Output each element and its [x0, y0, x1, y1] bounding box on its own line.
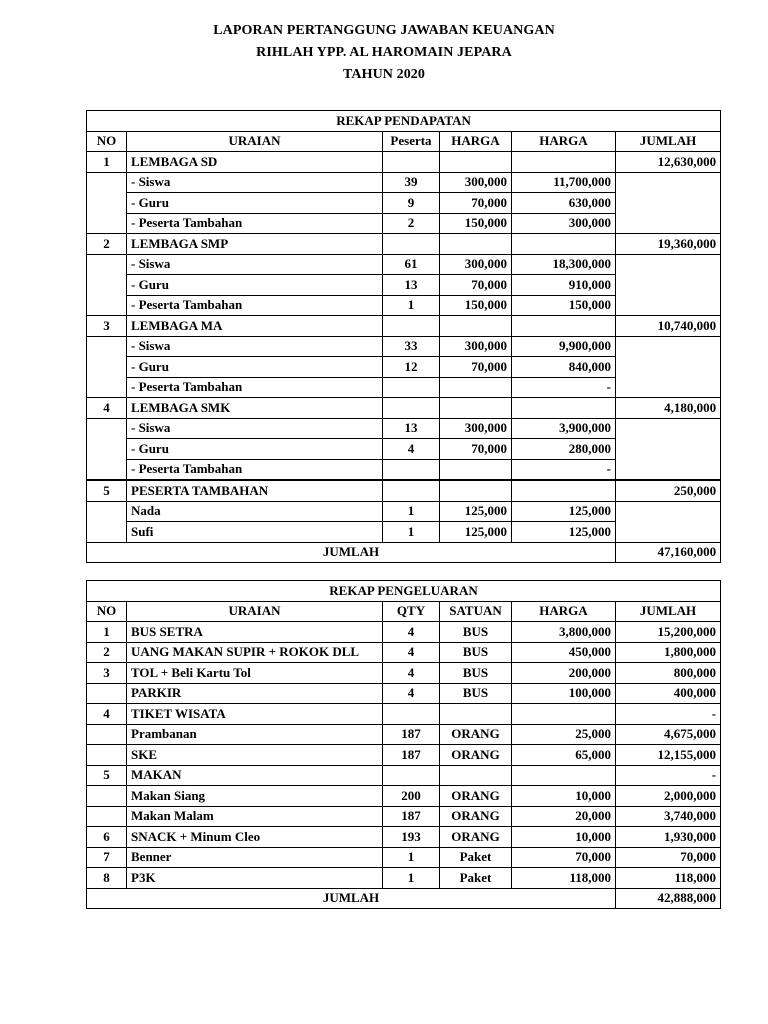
expense-qty: 200 — [383, 786, 440, 807]
expense-table — [86, 580, 721, 909]
col-header-qty: QTY — [383, 601, 440, 622]
expense-row — [87, 765, 721, 786]
group-name: PESERTA TAMBAHAN — [127, 480, 383, 501]
expense-number: 2 — [87, 642, 127, 663]
expense-total: 70,000 — [616, 847, 721, 868]
item-price: 300,000 — [440, 172, 512, 193]
empty-cell — [512, 398, 616, 419]
report-title: LAPORAN PERTANGGUNG JAWABAN KEUANGAN — [213, 23, 555, 38]
group-number: 3 — [87, 316, 127, 337]
expense-price: 200,000 — [512, 663, 616, 684]
expense-description: TIKET WISATA — [127, 704, 383, 725]
empty-cell — [383, 480, 440, 501]
item-amount: 150,000 — [512, 295, 616, 316]
col-header-peserta: Peserta — [383, 131, 440, 152]
item-total-blank — [616, 418, 721, 480]
expense-total: 3,740,000 — [616, 806, 721, 827]
item-price: 70,000 — [440, 439, 512, 460]
group-total: 10,740,000 — [616, 316, 721, 337]
expense-number — [87, 745, 127, 766]
group-number: 4 — [87, 398, 127, 419]
expense-row — [87, 642, 721, 663]
col-header-harga: HARGA — [512, 601, 616, 622]
expense-row — [87, 827, 721, 848]
expense-unit — [440, 704, 512, 725]
expense-number: 4 — [87, 704, 127, 725]
expense-total: 1,930,000 — [616, 827, 721, 848]
expense-unit: ORANG — [440, 806, 512, 827]
income-item-row — [87, 501, 721, 522]
expense-price: 450,000 — [512, 642, 616, 663]
expense-price: 20,000 — [512, 806, 616, 827]
expense-number — [87, 683, 127, 704]
col-header-uraian: URAIAN — [127, 131, 383, 152]
expense-row — [87, 847, 721, 868]
item-total-blank — [616, 172, 721, 234]
expense-number: 5 — [87, 765, 127, 786]
item-label: - Peserta Tambahan — [127, 295, 383, 316]
expense-description: Makan Siang — [127, 786, 383, 807]
expense-description: UANG MAKAN SUPIR + ROKOK DLL — [127, 642, 383, 663]
expense-total-row — [87, 888, 721, 909]
item-number-blank — [87, 254, 127, 316]
expense-unit: BUS — [440, 622, 512, 643]
income-group-row — [87, 480, 721, 501]
item-price: 150,000 — [440, 295, 512, 316]
item-total-blank — [616, 501, 721, 542]
income-heading: REKAP PENDAPATAN — [87, 111, 721, 132]
item-participants: 39 — [383, 172, 440, 193]
income-item-row — [87, 172, 721, 193]
empty-cell — [440, 316, 512, 337]
expense-qty — [383, 765, 440, 786]
expense-qty: 193 — [383, 827, 440, 848]
expense-number: 8 — [87, 868, 127, 889]
expense-unit: BUS — [440, 663, 512, 684]
expense-qty: 4 — [383, 622, 440, 643]
expense-total: - — [616, 704, 721, 725]
expense-number — [87, 806, 127, 827]
expense-price: 10,000 — [512, 827, 616, 848]
empty-cell — [512, 316, 616, 337]
income-group-row — [87, 316, 721, 337]
expense-total-label: JUMLAH — [87, 888, 616, 909]
item-price: 150,000 — [440, 213, 512, 234]
income-item-row — [87, 336, 721, 357]
expense-heading: REKAP PENGELUARAN — [87, 581, 721, 602]
expense-description: TOL + Beli Kartu Tol — [127, 663, 383, 684]
income-group-row — [87, 234, 721, 255]
expense-unit: BUS — [440, 642, 512, 663]
income-total-value: 47,160,000 — [616, 542, 721, 563]
expense-description: BUS SETRA — [127, 622, 383, 643]
item-participants — [383, 459, 440, 480]
item-label: Sufi — [127, 522, 383, 543]
expense-row — [87, 806, 721, 827]
expense-price: 25,000 — [512, 724, 616, 745]
item-label: - Siswa — [127, 336, 383, 357]
expense-number: 1 — [87, 622, 127, 643]
group-name: LEMBAGA SMP — [127, 234, 383, 255]
empty-cell — [440, 152, 512, 173]
item-participants: 1 — [383, 522, 440, 543]
item-number-blank — [87, 418, 127, 480]
item-label: - Peserta Tambahan — [127, 377, 383, 398]
expense-row — [87, 724, 721, 745]
expense-total: 12,155,000 — [616, 745, 721, 766]
expense-total-value: 42,888,000 — [616, 888, 721, 909]
expense-price: 65,000 — [512, 745, 616, 766]
item-label: - Guru — [127, 439, 383, 460]
expense-description: MAKAN — [127, 765, 383, 786]
expense-price: 3,800,000 — [512, 622, 616, 643]
empty-cell — [440, 480, 512, 501]
income-group-row — [87, 152, 721, 173]
group-name: LEMBAGA SD — [127, 152, 383, 173]
group-total: 12,630,000 — [616, 152, 721, 173]
expense-description: Makan Malam — [127, 806, 383, 827]
income-table — [86, 110, 721, 563]
group-total: 250,000 — [616, 480, 721, 501]
item-participants: 13 — [383, 418, 440, 439]
expense-description: P3K — [127, 868, 383, 889]
expense-row — [87, 868, 721, 889]
item-price — [440, 377, 512, 398]
expense-qty: 4 — [383, 663, 440, 684]
item-amount: 840,000 — [512, 357, 616, 378]
expense-row — [87, 745, 721, 766]
group-name: LEMBAGA SMK — [127, 398, 383, 419]
empty-cell — [383, 398, 440, 419]
expense-description: Benner — [127, 847, 383, 868]
col-header-no: NO — [87, 601, 127, 622]
item-label: - Guru — [127, 275, 383, 296]
expense-price — [512, 765, 616, 786]
item-participants: 13 — [383, 275, 440, 296]
report-year: TAHUN 2020 — [342, 67, 426, 82]
expense-description: PARKIR — [127, 683, 383, 704]
col-header-jumlah: JUMLAH — [616, 601, 721, 622]
item-amount: 11,700,000 — [512, 172, 616, 193]
expense-price: 100,000 — [512, 683, 616, 704]
item-label: - Peserta Tambahan — [127, 459, 383, 480]
group-number: 2 — [87, 234, 127, 255]
col-header-uraian: URAIAN — [127, 601, 383, 622]
item-price: 70,000 — [440, 193, 512, 214]
item-amount: 9,900,000 — [512, 336, 616, 357]
item-amount: 300,000 — [512, 213, 616, 234]
col-header-no: NO — [87, 131, 127, 152]
expense-row — [87, 663, 721, 684]
expense-unit: ORANG — [440, 745, 512, 766]
expense-row — [87, 683, 721, 704]
expense-qty: 187 — [383, 745, 440, 766]
item-amount: - — [512, 377, 616, 398]
expense-total: 118,000 — [616, 868, 721, 889]
item-amount: - — [512, 459, 616, 480]
item-number-blank — [87, 336, 127, 398]
item-participants: 9 — [383, 193, 440, 214]
expense-unit: Paket — [440, 868, 512, 889]
item-price: 300,000 — [440, 418, 512, 439]
expense-description: SNACK + Minum Cleo — [127, 827, 383, 848]
expense-total: 1,800,000 — [616, 642, 721, 663]
item-amount: 125,000 — [512, 522, 616, 543]
expense-qty: 1 — [383, 868, 440, 889]
item-label: - Guru — [127, 357, 383, 378]
empty-cell — [440, 234, 512, 255]
expense-unit — [440, 765, 512, 786]
col-header-satuan: SATUAN — [440, 601, 512, 622]
item-amount: 280,000 — [512, 439, 616, 460]
income-total-row — [87, 542, 721, 563]
expense-qty: 187 — [383, 806, 440, 827]
expense-number: 6 — [87, 827, 127, 848]
item-number-blank — [87, 172, 127, 234]
item-total-blank — [616, 254, 721, 316]
col-header-harga-total: HARGA — [512, 131, 616, 152]
item-amount: 630,000 — [512, 193, 616, 214]
item-total-blank — [616, 336, 721, 398]
expense-unit: ORANG — [440, 786, 512, 807]
empty-cell — [383, 152, 440, 173]
expense-number — [87, 724, 127, 745]
expense-number: 7 — [87, 847, 127, 868]
item-amount: 910,000 — [512, 275, 616, 296]
income-item-row — [87, 418, 721, 439]
expense-price: 10,000 — [512, 786, 616, 807]
item-participants: 4 — [383, 439, 440, 460]
expense-total: - — [616, 765, 721, 786]
group-number: 1 — [87, 152, 127, 173]
group-total: 19,360,000 — [616, 234, 721, 255]
group-total: 4,180,000 — [616, 398, 721, 419]
item-label: - Siswa — [127, 418, 383, 439]
expense-heading-row — [87, 581, 721, 602]
item-participants: 1 — [383, 295, 440, 316]
expense-unit: ORANG — [440, 724, 512, 745]
expense-unit: BUS — [440, 683, 512, 704]
item-amount: 3,900,000 — [512, 418, 616, 439]
expense-row — [87, 704, 721, 725]
report-subtitle: RIHLAH YPP. AL HAROMAIN JEPARA — [256, 45, 512, 60]
expense-description: Prambanan — [127, 724, 383, 745]
expense-unit: Paket — [440, 847, 512, 868]
item-price: 300,000 — [440, 254, 512, 275]
income-group-row — [87, 398, 721, 419]
empty-cell — [383, 234, 440, 255]
item-label: - Siswa — [127, 254, 383, 275]
item-participants: 2 — [383, 213, 440, 234]
expense-total: 2,000,000 — [616, 786, 721, 807]
expense-price: 70,000 — [512, 847, 616, 868]
group-number: 5 — [87, 480, 127, 501]
item-price: 70,000 — [440, 275, 512, 296]
expense-number: 3 — [87, 663, 127, 684]
expense-qty: 4 — [383, 642, 440, 663]
item-label: - Peserta Tambahan — [127, 213, 383, 234]
group-name: LEMBAGA MA — [127, 316, 383, 337]
item-amount: 18,300,000 — [512, 254, 616, 275]
expense-total: 4,675,000 — [616, 724, 721, 745]
col-header-jumlah: JUMLAH — [616, 131, 721, 152]
item-price: 70,000 — [440, 357, 512, 378]
item-participants: 1 — [383, 501, 440, 522]
expense-body — [87, 622, 721, 889]
item-amount: 125,000 — [512, 501, 616, 522]
empty-cell — [512, 234, 616, 255]
expense-qty — [383, 704, 440, 725]
report-title-block — [0, 20, 768, 86]
expense-qty: 4 — [383, 683, 440, 704]
item-number-blank — [87, 501, 127, 542]
item-participants: 33 — [383, 336, 440, 357]
item-label: Nada — [127, 501, 383, 522]
item-participants: 12 — [383, 357, 440, 378]
expense-number — [87, 786, 127, 807]
empty-cell — [440, 398, 512, 419]
expense-total: 800,000 — [616, 663, 721, 684]
item-participants — [383, 377, 440, 398]
expense-total: 15,200,000 — [616, 622, 721, 643]
expense-price — [512, 704, 616, 725]
expense-qty: 1 — [383, 847, 440, 868]
item-price — [440, 459, 512, 480]
expense-description: SKE — [127, 745, 383, 766]
item-price: 300,000 — [440, 336, 512, 357]
empty-cell — [383, 316, 440, 337]
item-label: - Guru — [127, 193, 383, 214]
expense-row — [87, 622, 721, 643]
expense-header-row — [87, 601, 721, 622]
income-heading-row — [87, 111, 721, 132]
empty-cell — [512, 480, 616, 501]
expense-price: 118,000 — [512, 868, 616, 889]
income-header-row — [87, 131, 721, 152]
empty-cell — [512, 152, 616, 173]
expense-total: 400,000 — [616, 683, 721, 704]
expense-unit: ORANG — [440, 827, 512, 848]
item-label: - Siswa — [127, 172, 383, 193]
income-total-label: JUMLAH — [87, 542, 616, 563]
col-header-harga: HARGA — [440, 131, 512, 152]
expense-qty: 187 — [383, 724, 440, 745]
income-body — [87, 152, 721, 543]
item-participants: 61 — [383, 254, 440, 275]
item-price: 125,000 — [440, 501, 512, 522]
expense-row — [87, 786, 721, 807]
item-price: 125,000 — [440, 522, 512, 543]
income-item-row — [87, 254, 721, 275]
